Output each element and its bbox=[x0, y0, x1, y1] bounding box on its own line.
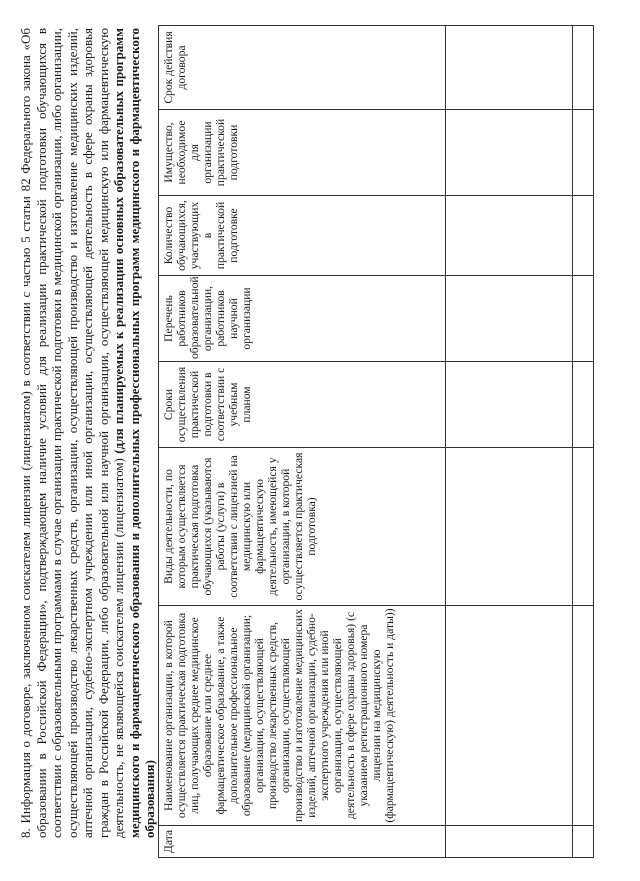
paragraph-bold-text: (для планируемых к реализации основных образовательных программ медицинского и фармацевтического образования и дополнительных профессиональных программ медицинского и фармацевтического образования) bbox=[111, 28, 157, 838]
table-cell bbox=[573, 196, 594, 276]
header-student-count: Количество обучающихся, участвующих в практической подготовке bbox=[159, 196, 446, 276]
rotated-page bbox=[8, 8, 628, 868]
table-cell bbox=[446, 606, 573, 826]
table-cell bbox=[446, 448, 573, 606]
table-cell bbox=[573, 276, 594, 362]
table-cell bbox=[446, 110, 573, 196]
paragraph-text: 8. Информация о договоре, заключенном соискателем лицензии (лицензиатом) в соответствии с частью 5 статьи 82 Федерального закона «Об образовании в Российской Федерации», подтверждающем наличие условий для реализации практической подготовки обучающихся в соответствии с образовательными программами в случае организации практической подготовки в медицинской организации, либо организации, осуществляющей производство лекарственных средств, организации, осуществляющей производство и изготовление медицинских изделий, аптечной организации, судебно-экспертном учреждении или иной организации, осуществляющей деятельность в сфере охраны здоровья граждан в Российской Федерации, либо образовательной или научной организации, осуществляющей медицинскую или фармацевтическую деятельность, не являющейся соискателем лицензии (лицензиатом) bbox=[18, 28, 126, 838]
header-activity-types: Виды деятельности, по которым осуществляется практическая подготовка обучающихся (указываются работы (услуги) в соответствии с лицензией на медицинскую или фармацевтическую деятельность, имеющейся у организации, в которой осуществляется практическая подготовка) bbox=[159, 448, 446, 606]
table-cell bbox=[573, 362, 594, 448]
table-cell bbox=[573, 606, 594, 826]
table-cell bbox=[573, 448, 594, 606]
header-date: Дата bbox=[159, 826, 446, 858]
table-cell bbox=[446, 826, 573, 858]
table-row bbox=[573, 26, 594, 858]
table-cell bbox=[573, 110, 594, 196]
header-contract-term: Срок действия договора bbox=[159, 26, 446, 110]
table-cell bbox=[446, 362, 573, 448]
table-cell bbox=[446, 276, 573, 362]
table-cell bbox=[573, 826, 594, 858]
table-cell bbox=[573, 26, 594, 110]
table-cell bbox=[446, 196, 573, 276]
table-header-row bbox=[159, 26, 446, 858]
table-row bbox=[446, 26, 573, 858]
header-staff-list: Перечень работников образовательной организации, работников научной организации bbox=[159, 276, 446, 362]
header-terms: Сроки осуществления практической подготовки в соответствии с учебным планом bbox=[159, 362, 446, 448]
header-organization: Наименование организации, в которой осуществляется практическая подготовка лиц, получающих среднее медицинское образование или среднее фармацевтическое образование, а также дополнительное профессиональное образование (медицинской организации; организации, осуществляющей производство лекарственных средств, организации, осуществляющей производство и изготовление медицинских изделий, аптечной организации, судебно-экспертного учреждения или иной организации, осуществляющей деятельность в сфере охраны здоровья) (с указанием регистрационного номера лицензии на медицинскую (фармацевтическую) деятельность и даты)) bbox=[159, 606, 446, 826]
section-8-paragraph bbox=[18, 28, 158, 838]
header-property: Имущество, необходимое для организации практической подготовки bbox=[159, 110, 446, 196]
table-cell bbox=[446, 26, 573, 110]
contract-info-table bbox=[158, 25, 594, 858]
